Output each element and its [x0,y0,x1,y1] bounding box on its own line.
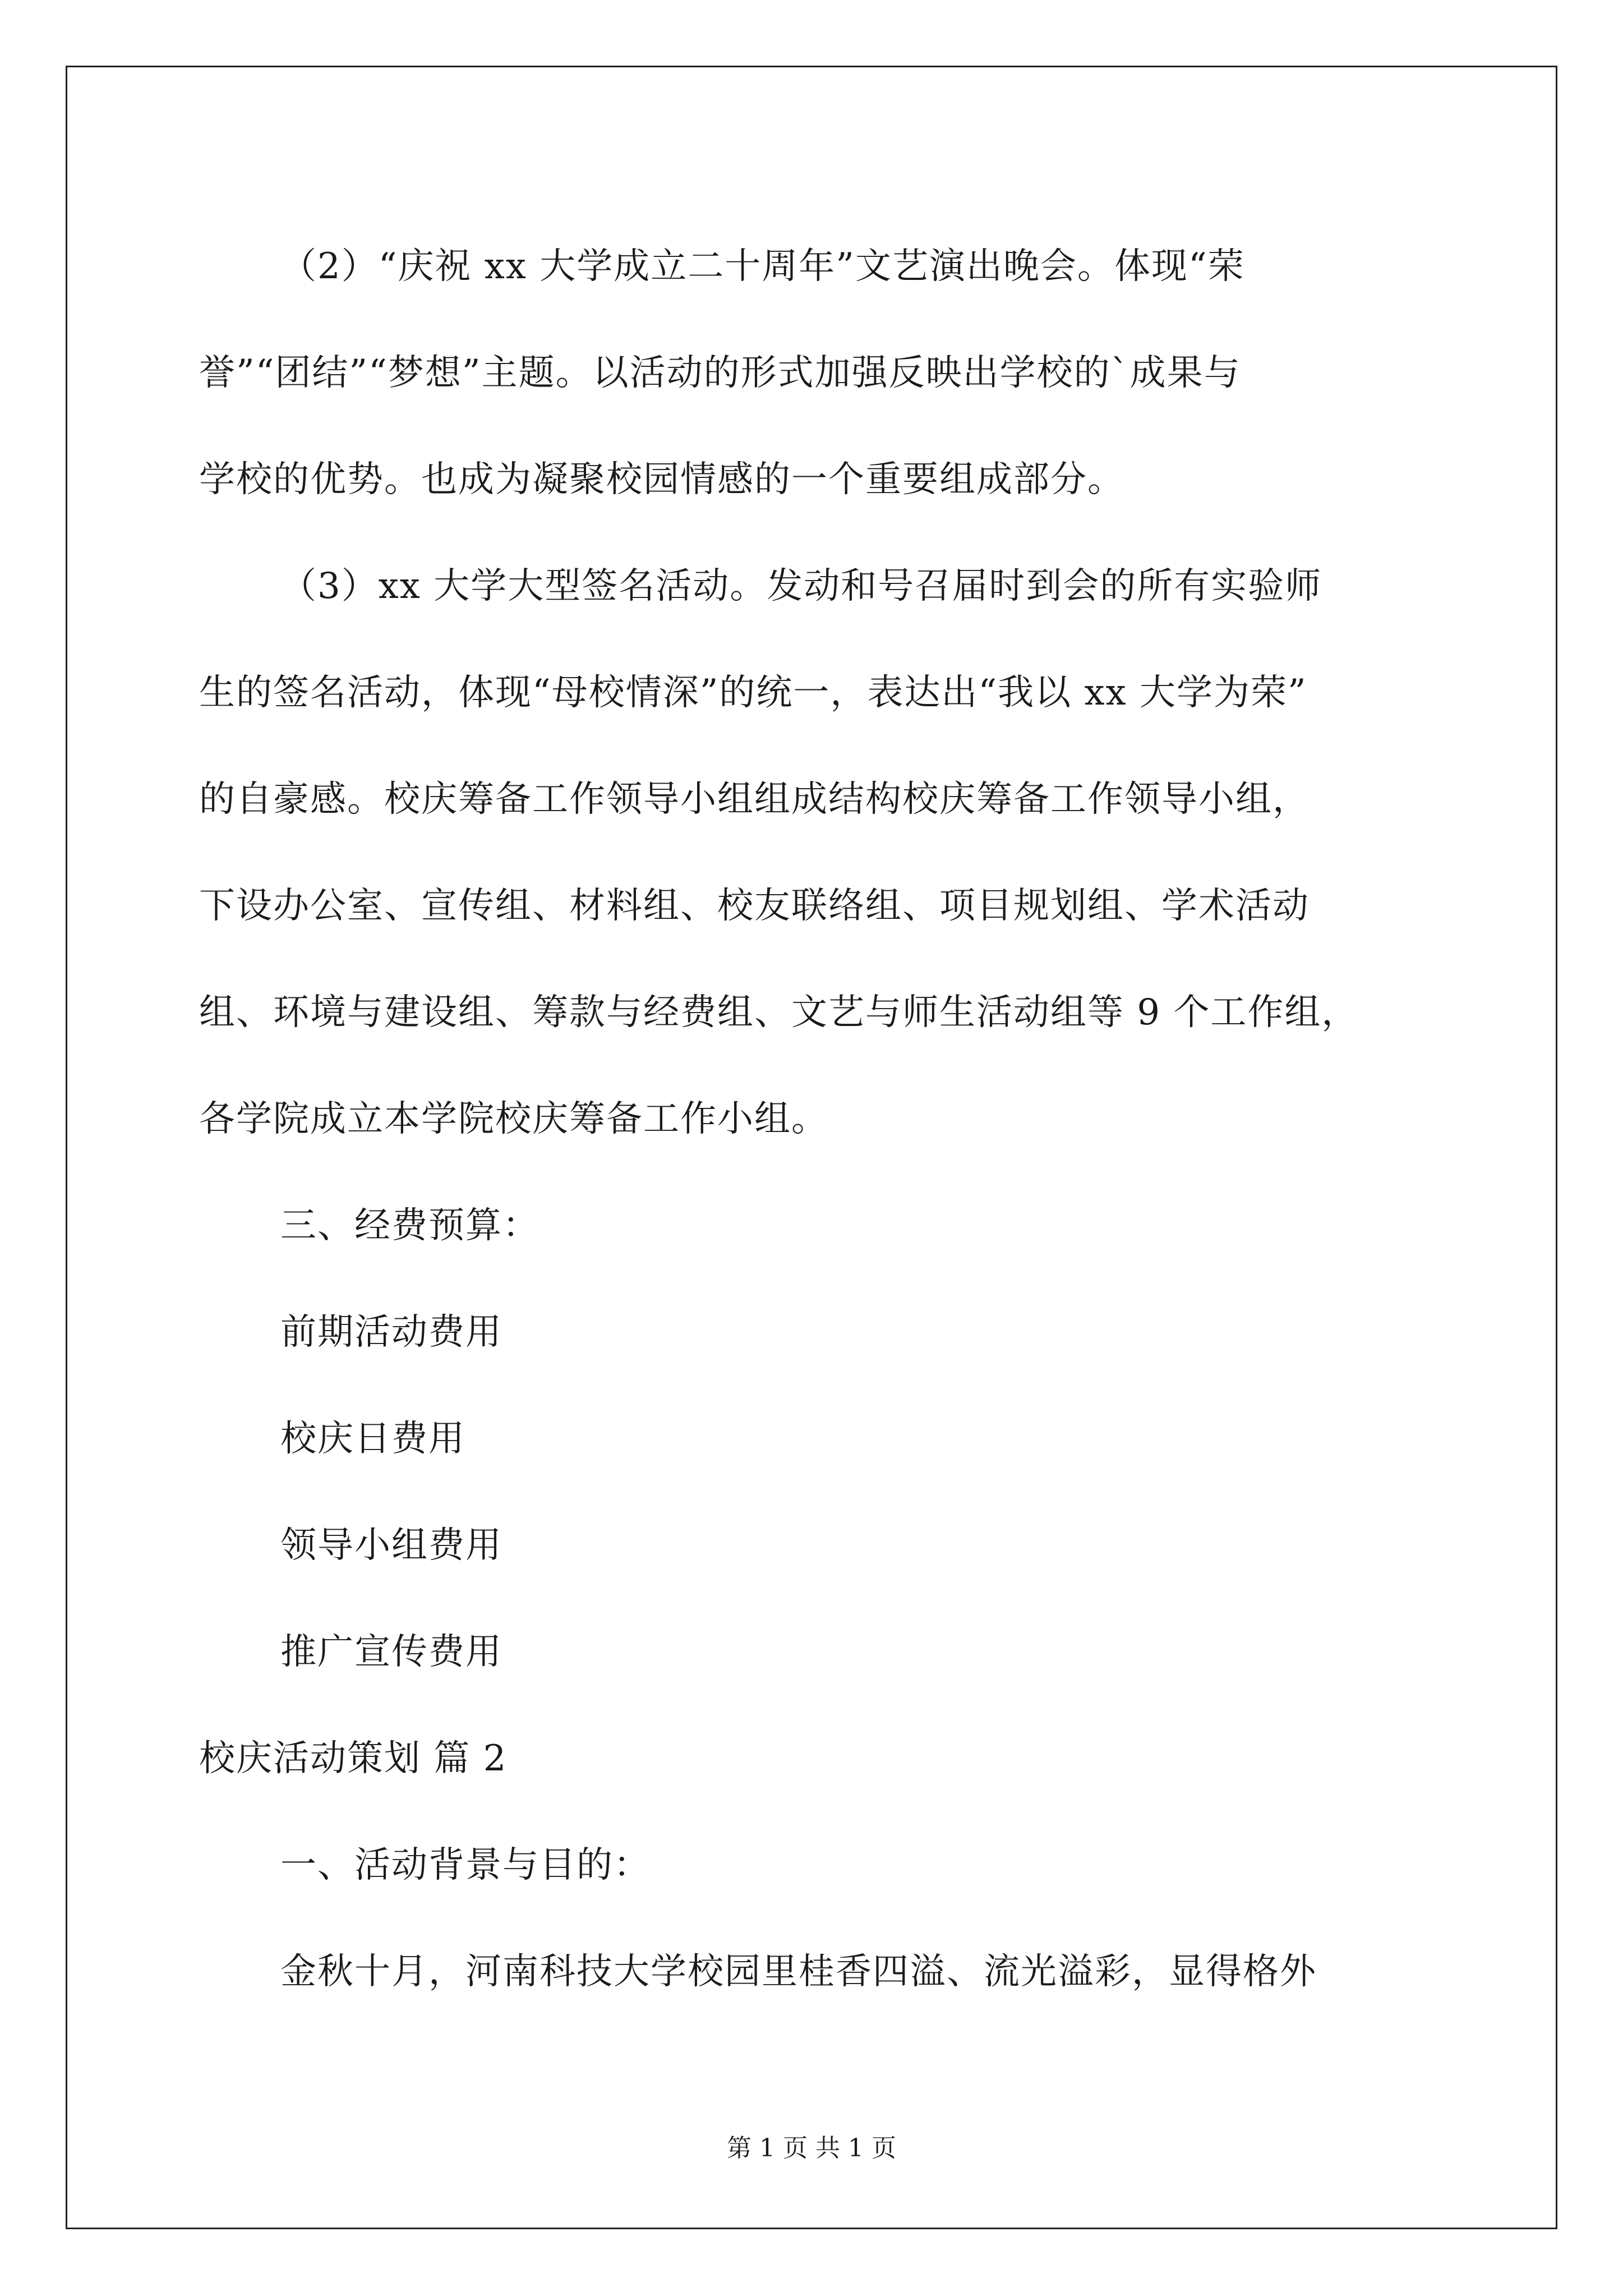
text-line-8: 组、环境与建设组、筹款与经费组、文艺与师生活动组等 9 个工作组， [199,992,1359,1033]
page-footer: 第 1 页 共 1 页 [727,2134,896,2162]
budget-item-1: 前期活动费用 [280,1312,502,1353]
article-title-part-2: 校庆活动策划 篇 2 [199,1738,508,1779]
text-line-3: 学校的优势。也成为凝聚校园情感的一个重要组成部分。 [199,459,1124,500]
text-line-7: 下设办公室、宣传组、材料组、校友联络组、项目规划组、学术活动 [199,885,1310,927]
text-line-1: （2）“庆祝 xx 大学成立二十周年”文艺演出晚会。体现“荣 [280,246,1245,287]
budget-item-4: 推广宣传费用 [280,1631,502,1673]
section-heading-budget: 三、经费预算： [280,1205,540,1246]
budget-item-2: 校庆日费用 [280,1418,465,1460]
text-line-4: （3）xx 大学大型签名活动。发动和号召届时到会的所有实验师 [280,565,1322,607]
section-heading-background: 一、活动背景与目的： [280,1844,651,1886]
budget-item-3: 领导小组费用 [280,1525,502,1566]
text-line-17: 金秋十月，河南科技大学校园里桂香四溢、流光溢彩，显得格外 [280,1951,1317,1993]
text-line-2: 誉”“团结”“梦想”主题。以活动的形式加强反映出学校的`成果与 [199,352,1241,394]
document-body [199,213,1433,2025]
text-line-9: 各学院成立本学院校庆筹备工作小组。 [199,1098,828,1140]
text-line-5: 生的签名活动，体现“母校情深”的统一，表达出“我以 xx 大学为荣” [199,672,1307,714]
text-line-6: 的自豪感。校庆筹备工作领导小组组成结构校庆筹备工作领导小组， [199,779,1310,820]
